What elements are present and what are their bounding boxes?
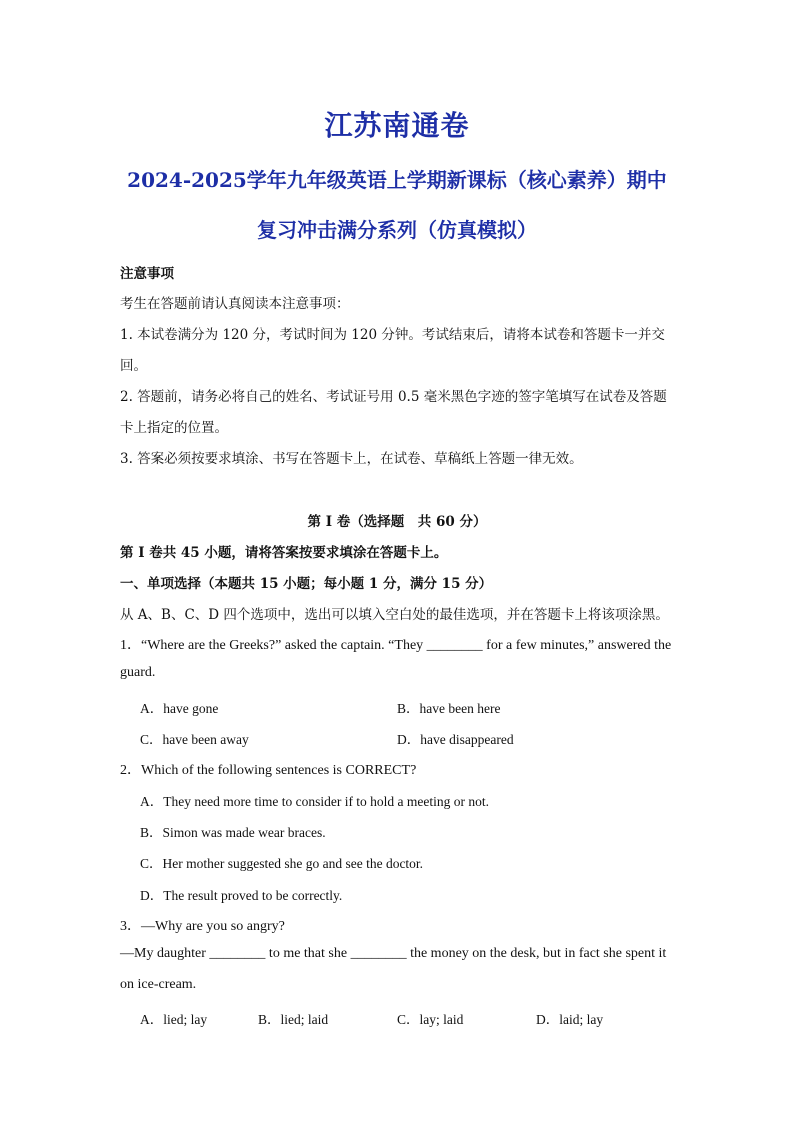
question-1-stem: 1．“Where are the Greeks?” asked the captain. “They ________ for a few minutes,” answered the xyxy=(120,638,672,653)
question-2-option-c[interactable]: C．Her mother suggested she go and see the doctor. xyxy=(140,856,424,871)
question-2-option-a[interactable]: A．They need more time to consider if to hold a meeting or not. xyxy=(140,794,490,809)
notice-item-3: 3. 答案必须按要求填涂、书写在答题卡上，在试卷、草稿纸上答题一律无效。 xyxy=(120,451,583,467)
exam-subtitle-line1: 2024-2025学年九年级英语上学期新课标（核心素养）期中 xyxy=(127,168,667,192)
exam-subtitle-line2: 复习冲击满分系列（仿真模拟） xyxy=(257,218,537,242)
notice-item-2: 2. 答题前，请务必将自己的姓名、考试证号用 0.5 毫米黑色字迹的签字笔填写在试卷及答题 xyxy=(120,389,667,405)
notice-item-1: 1. 本试卷满分为 120 分，考试时间为 120 分钟。考试结束后，请将本试卷和答题卡一并交 xyxy=(120,327,665,343)
exam-title: 江苏南通卷 xyxy=(324,109,470,142)
question-1-stem-cont: guard. xyxy=(120,665,156,680)
section-instruction: 第 I 卷共 45 小题，请将答案按要求填涂在答题卡上。 xyxy=(120,545,448,561)
notice-item-1-cont: 回。 xyxy=(120,358,147,374)
question-1-option-c[interactable]: C．have been away xyxy=(140,732,249,747)
part-direction: 从 A、B、C、D 四个选项中，选出可以填入空白处的最佳选项，并在答题卡上将该项涂黑。 xyxy=(120,607,669,623)
notice-heading: 注意事项 xyxy=(120,266,174,282)
question-1-option-d[interactable]: D．have disappeared xyxy=(397,732,514,747)
section-heading: 第 I 卷（选择题 共 60 分） xyxy=(307,514,487,530)
question-3-option-d[interactable]: D．laid; lay xyxy=(536,1012,604,1027)
question-1-option-b[interactable]: B．have been here xyxy=(397,701,501,716)
question-3-stem: 3．—Why are you so angry? xyxy=(120,919,285,934)
question-3-option-a[interactable]: A．lied; lay xyxy=(140,1012,208,1027)
question-2-option-d[interactable]: D．The result proved to be correctly. xyxy=(140,888,343,903)
question-3-option-b[interactable]: B．lied; laid xyxy=(258,1012,329,1027)
question-1-option-a[interactable]: A．have gone xyxy=(140,701,219,716)
notice-intro: 考生在答题前请认真阅读本注意事项： xyxy=(120,296,350,312)
notice-item-2-cont: 卡上指定的位置。 xyxy=(120,420,228,436)
question-2-option-b[interactable]: B．Simon was made wear braces. xyxy=(140,825,326,840)
question-2-stem: 2．Which of the following sentences is CORRECT? xyxy=(120,763,417,778)
part-title: 一、单项选择（本题共 15 小题；每小题 1 分，满分 15 分） xyxy=(120,576,493,592)
question-3-stem-cont: —My daughter ________ to me that she ________ the money on the desk, but in fact she spent it xyxy=(120,946,667,961)
question-3-stem-cont2: on ice-cream. xyxy=(120,977,197,992)
question-3-option-c[interactable]: C．lay; laid xyxy=(397,1012,464,1027)
